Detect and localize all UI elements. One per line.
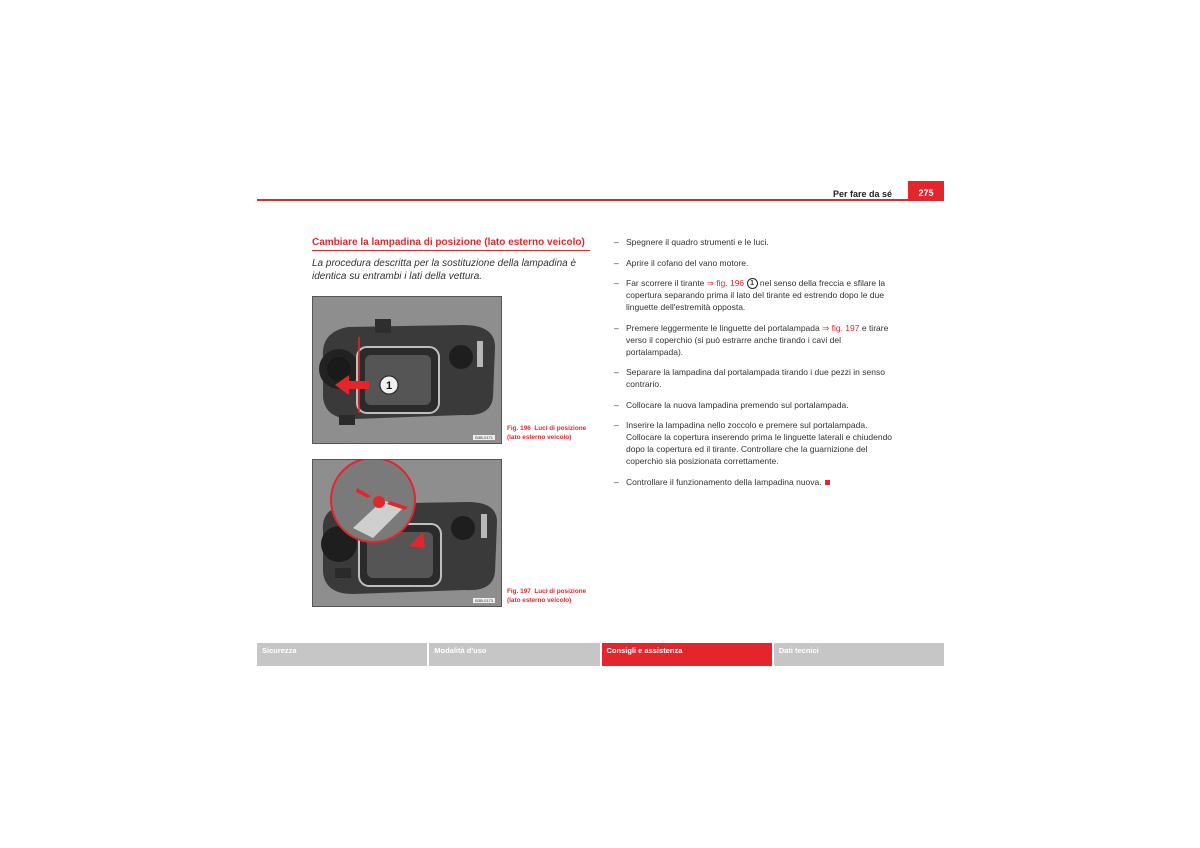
section-title-underline (312, 250, 590, 251)
svg-text:1: 1 (385, 380, 393, 392)
footer-tab-consigli-assistenza[interactable]: Consigli e assistenza (602, 643, 772, 666)
footer-tab-modalita-uso[interactable]: Modalità d'uso (429, 643, 599, 666)
figure-196-caption-num: Fig. 196 (507, 425, 531, 432)
header-rule (257, 199, 943, 201)
figure-196-link[interactable]: ⇒ fig. 196 (706, 278, 745, 288)
figure-197-code: B3B-0173 (475, 598, 493, 603)
section-intro: La procedura descritta per la sostituzione della lampadina è identica su entrambi i lati della vettura. (312, 258, 577, 282)
section-end-icon (825, 480, 830, 485)
figure-197-caption (507, 588, 597, 605)
figure-197-caption-num: Fig. 197 (507, 588, 531, 595)
step-8: – Controllare il funzionamento della lampadina nuova. (614, 476, 894, 488)
figure-197-caption-text: Luci di posizione (lato esterno veicolo) (507, 588, 587, 604)
footer-tab-dati-tecnici[interactable]: Dati tecnici (774, 643, 944, 666)
step-5: – Separare la lampadina dal portalampada tirando i due pezzi in senso contrario. (614, 367, 885, 389)
footer-nav (257, 643, 944, 666)
page-number: 275 (908, 181, 944, 201)
figure-196-caption-text: Luci di posizione (lato esterno veicolo) (507, 425, 587, 441)
marker-1-icon: 1 (747, 278, 758, 289)
section-title: Cambiare la lampadina di posizione (lato esterno veicolo) (312, 237, 585, 248)
step-1: – Spegnere il quadro strumenti e le luci. (614, 237, 769, 247)
figure-197-link[interactable]: ⇒ fig. 197 (822, 322, 860, 333)
step-2: – Aprire il cofano del vano motore. (614, 257, 749, 268)
figure-197-image (312, 459, 502, 607)
figure-196-image (312, 296, 502, 444)
step-7: – Inserire la lampadina nello zoccolo e premere sul portalampada. Collocare la copertura inserendo prima le linguette laterali e chiudendo dopo la copertura ed il tirante. Controllare che la guarnizione del coperchio sia posizionata correttamente. (614, 420, 893, 466)
step-6: – Collocare la nuova lampadina premendo sul portalampada. (614, 399, 849, 410)
footer-tab-sicurezza[interactable]: Sicurezza (257, 643, 427, 666)
figure-196-code: B3B-0171 (475, 435, 493, 440)
step-4: – Premere leggermente le linguette del portalampada ⇒ fig. 197 e tirare verso il coperchio (si può estrarre anche tirando i cavi del portalampada). (614, 322, 889, 357)
step-3: – Far scorrere il tirante ⇒ fig. 196 1 nel senso della freccia e sfilare la copertura separando prima il lato del tirante ed estrendo dopo le due linguette dell'estremità opposta. (614, 278, 886, 312)
figure-196-caption (507, 425, 597, 442)
procedure-steps (614, 236, 894, 496)
running-title: Per fare da sé (832, 189, 892, 199)
